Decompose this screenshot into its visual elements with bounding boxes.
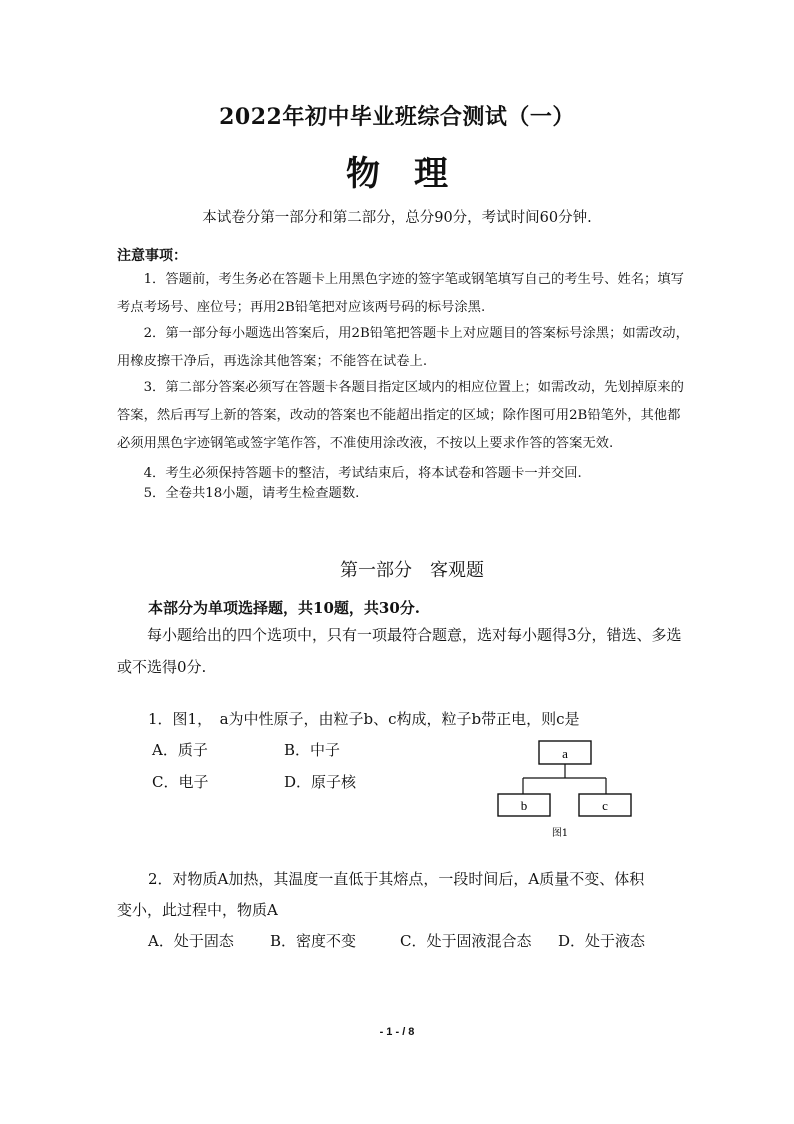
- box-c-label: c: [602, 798, 608, 813]
- note-item: 5．全卷共18小题，请考生检查题数.: [143, 486, 360, 501]
- q1-option-b: B．中子: [284, 741, 341, 759]
- box-b-label: b: [520, 798, 528, 813]
- figure-1-diagram: [494, 738, 634, 842]
- q1-option-d: D．原子核: [284, 773, 357, 791]
- box-a-label: a: [562, 746, 568, 761]
- q2-option-c: C．处于固液混合态: [400, 932, 532, 950]
- q2-option-a: A．处于固态: [148, 932, 234, 950]
- part1-description: 本部分为单项选择题，共10题，共30分.: [148, 599, 420, 617]
- q2-option-d: D．处于液态: [558, 932, 646, 950]
- q2-option-b: B．密度不变: [270, 932, 357, 950]
- subject-title: 物理: [346, 154, 482, 194]
- note-item: 1．答题前，考生务必在答题卡上用黑色字迹的签字笔或钢笔填写自己的考生号、姓名；填写考点考场号、座位号；再用2B铅笔把对应该两号码的标号涂黑.: [117, 272, 684, 315]
- note-item: 2．第一部分每小题选出答案后，用2B铅笔把答题卡上对应题目的答案标号涂黑；如需改动，用橡皮擦干净后，再选涂其他答案；不能答在试卷上.: [117, 326, 689, 369]
- q1-option-c: C．电子: [152, 773, 209, 791]
- page-number: - 1 - / 8: [379, 1026, 415, 1038]
- exam-title: 2022年初中毕业班综合测试（一）: [219, 104, 575, 130]
- part1-rule: 每小题给出的四个选项中，只有一项最符合题意，选对每小题得3分，错选、多选或不选得0分.: [117, 626, 682, 676]
- notes-heading: 注意事项：: [117, 248, 187, 264]
- part1-title: 第一部分 客观题: [340, 560, 484, 581]
- exam-intro: 本试卷分第一部分和第二部分，总分90分，考试时间60分钟.: [202, 210, 592, 226]
- note-item: 4．考生必须保持答题卡的整洁，考试结束后，将本试卷和答题卡一并交回.: [143, 466, 582, 481]
- q1-option-a: A．质子: [152, 741, 208, 759]
- question-2-stem-line1: 2．对物质A加热，其温度一直低于其熔点，一段时间后，A质量不变、体积: [148, 870, 645, 888]
- figure-caption: 图1: [551, 828, 569, 839]
- question-1-stem: 1．图1， a为中性原子，由粒子b、c构成，粒子b带正电，则c是: [148, 710, 580, 728]
- question-2-stem-line2: 变小，此过程中，物质A: [117, 901, 278, 919]
- note-item: 3．第二部分答案必须写在答题卡各题目指定区域内的相应位置上；如需改动，先划掉原来的答案，然后再写上新的答案，改动的答案也不能超出指定的区域；除作图可用2B铅笔外，其他都必须用黑色字迹钢笔或签字笔作答，不准使用涂改液，不按以上要求作答的答案无效.: [117, 380, 684, 451]
